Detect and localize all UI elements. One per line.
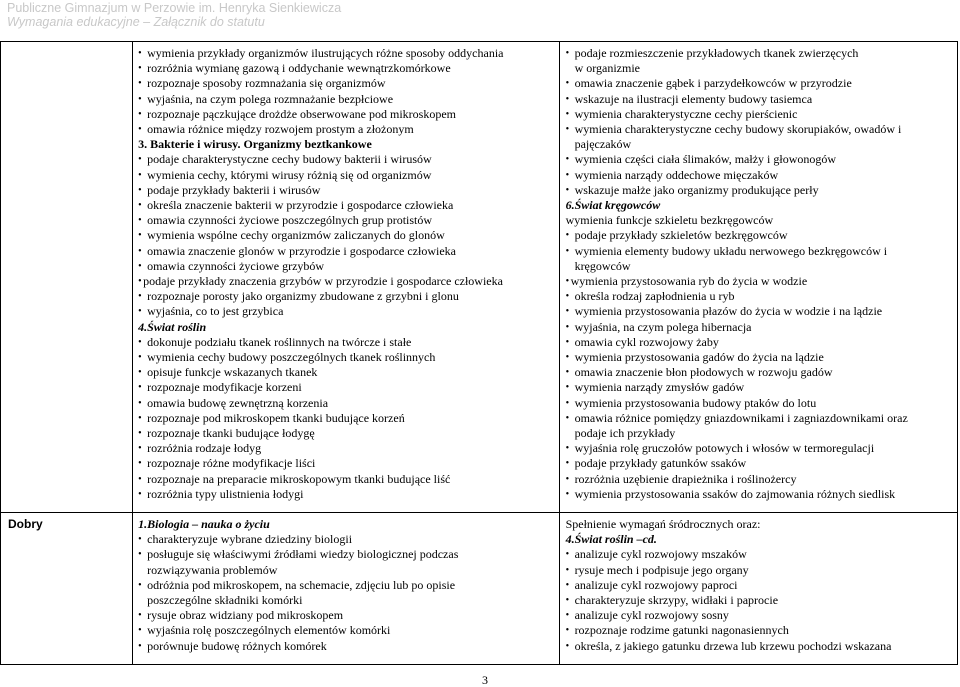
list-item: • dokonuje podziału tkanek roślinnych na twórcze i stałe — [138, 335, 558, 350]
list-item: • analizuje cykl rozwojowy mszaków — [566, 547, 957, 562]
requirements-list — [133, 513, 558, 654]
list-item: • podaje przykłady gatunków ssaków — [566, 456, 957, 471]
list-item: podaje ich przykłady — [574, 426, 676, 441]
list-item: • wymienia przystosowania ryb do życia w wodzie — [566, 274, 957, 289]
list-item: • określa, z jakiego gatunku drzewa lub krzewu pochodzi wskazana — [566, 639, 957, 654]
list-item: • posługuje się właściwymi źródłami wiedzy biologicznej podczas — [138, 547, 558, 562]
header-school-name: Publiczne Gimnazjum w Perzowie im. Henryka Sienkiewicza — [7, 1, 342, 15]
requirements-list — [133, 42, 558, 502]
list-item: • rysuje obraz widziany pod mikroskopem — [138, 608, 558, 623]
list-item: • wymienia przystosowania płazów do życia w wodzie i na lądzie — [566, 304, 957, 319]
list-item: • omawia znaczenie błon płodowych w rozwoju gadów — [566, 365, 957, 380]
list-item: • wymienia przystosowania budowy ptaków do lotu — [566, 396, 957, 411]
yearend-requirements-cell — [559, 513, 957, 665]
midyear-requirements-cell — [133, 513, 559, 665]
header-subtitle: Wymagania edukacyjne – Załącznik do statutu — [7, 15, 265, 29]
list-item: • rozpoznaje sposoby rozmnażania się organizmów — [138, 76, 558, 91]
grade-label — [1, 42, 132, 46]
list-item: • rozpoznaje rodzime gatunki nagonasiennych — [566, 623, 957, 638]
list-item: • wyjaśnia rolę poszczególnych elementów komórki — [138, 623, 558, 638]
list-item: • wymienia narządy oddechowe mięczaków — [566, 168, 957, 183]
grade-label: Dobry — [8, 517, 43, 531]
list-item: • rozpoznaje modyfikacje korzeni — [138, 380, 558, 395]
list-item: • wskazuje na ilustracji elementy budowy tasiemca — [566, 92, 957, 107]
list-item: • rozpoznaje pod mikroskopem tkanki budujące korzeń — [138, 411, 558, 426]
section-heading: 4.Świat roślin — [138, 319, 207, 334]
list-item: • wymienia elementy budowy układu nerwowego bezkręgowców i — [566, 244, 957, 259]
list-item: • określa rodzaj zapłodnienia u ryb — [566, 289, 957, 304]
list-item: • podaje rozmieszczenie przykładowych tkanek zwierzęcych — [566, 46, 957, 61]
list-item: • omawia znaczenie gąbek i parzydełkowców w przyrodzie — [566, 76, 957, 91]
list-item: • charakteryzuje wybrane dziedziny biologii — [138, 532, 558, 547]
list-item: Spełnienie wymagań śródrocznych oraz: — [565, 517, 761, 531]
list-item: • rozpoznaje pączkujące drożdże obserwowane pod mikroskopem — [138, 107, 558, 122]
list-item: • analizuje cykl rozwojowy sosny — [566, 608, 957, 623]
list-item: • wymienia charakterystyczne cechy budowy skorupiaków, owadów i — [566, 122, 957, 137]
section-heading: 1.Biologia – nauka o życiu — [138, 517, 270, 531]
list-item: • podaje przykłady znaczenia grzybów w przyrodzie i gospodarce człowieka — [138, 274, 558, 289]
list-item: • rozpoznaje różne modyfikacje liści — [138, 456, 558, 471]
section-heading: 3. Bakterie i wirusy. Organizmy beztkankowe — [138, 137, 372, 152]
list-item: • określa znaczenie bakterii w przyrodzie i gospodarce człowieka — [138, 198, 558, 213]
list-item: • analizuje cykl rozwojowy paproci — [566, 578, 957, 593]
list-item: pajęczaków — [574, 137, 632, 152]
list-item: poszczególne składniki komórki — [147, 593, 303, 608]
list-item: • wymienia charakterystyczne cechy pierścienic — [566, 107, 957, 122]
list-item: w organizmie — [574, 61, 640, 76]
list-item: • rysuje mech i podpisuje jego organy — [566, 563, 957, 578]
list-item: • wymienia części ciała ślimaków, małży i głowonogów — [566, 152, 957, 167]
section-heading: 4.Świat roślin –cd. — [565, 532, 657, 547]
midyear-requirements-cell — [133, 42, 559, 513]
list-item: • odróżnia pod mikroskopem, na schemacie, zdjęciu lub po opisie — [138, 578, 558, 593]
list-item: • rozróżnia typy ulistnienia łodygi — [138, 487, 558, 502]
list-item: • wyjaśnia, co to jest grzybica — [138, 304, 558, 319]
grade-cell — [1, 513, 133, 665]
list-item: • wymienia wspólne cechy organizmów zaliczanych do glonów — [138, 228, 558, 243]
list-item: • omawia budowę zewnętrzną korzenia — [138, 396, 558, 411]
list-item: • wymienia cechy budowy poszczególnych tkanek roślinnych — [138, 350, 558, 365]
list-item: • omawia czynności życiowe grzybów — [138, 259, 558, 274]
list-item: • rozróżnia uzębienie drapieżnika i roślinożercy — [566, 472, 957, 487]
list-item: wymienia funkcje szkieletu bezkręgowców — [565, 213, 774, 228]
list-item: • wyjaśnia, na czym polega hibernacja — [566, 320, 957, 335]
list-item: • rozpoznaje tkanki budujące łodygę — [138, 426, 558, 441]
list-item: • wymienia narządy zmysłów gadów — [566, 380, 957, 395]
table-row — [1, 42, 958, 513]
list-item: • rozpoznaje porosty jako organizmy zbudowane z grzybni i glonu — [138, 289, 558, 304]
list-item: • podaje przykłady bakterii i wirusów — [138, 183, 558, 198]
grade-cell — [1, 42, 133, 513]
table-row — [1, 513, 958, 665]
list-item: • podaje charakterystyczne cechy budowy bakterii i wirusów — [138, 152, 558, 167]
list-item: • wyjaśnia, na czym polega rozmnażanie bezpłciowe — [138, 92, 558, 107]
requirements-table — [0, 41, 958, 665]
list-item: • wymienia przystosowania gadów do życia na lądzie — [566, 350, 957, 365]
list-item: • omawia czynności życiowe poszczególnych grup protistów — [138, 213, 558, 228]
list-item: • wyjaśnia rolę gruczołów potowych i włosów w termoregulacji — [566, 441, 957, 456]
list-item: • wymienia cechy, którymi wirusy różnią się od organizmów — [138, 168, 558, 183]
page-number: 3 — [482, 673, 488, 687]
list-item: • omawia znaczenie glonów w przyrodzie i gospodarce człowieka — [138, 244, 558, 259]
list-item: • omawia różnice pomiędzy gniazdownikami i zagniazdownikami oraz — [566, 411, 957, 426]
list-item: • omawia cykl rozwojowy żaby — [566, 335, 957, 350]
list-item: • wymienia przykłady organizmów ilustrujących różne sposoby oddychania — [138, 46, 558, 61]
list-item: • podaje przykłady szkieletów bezkręgowców — [566, 228, 957, 243]
list-item: • opisuje funkcje wskazanych tkanek — [138, 365, 558, 380]
section-heading: 6.Świat kręgowców — [565, 198, 661, 213]
list-item: rozwiązywania problemów — [147, 562, 278, 577]
list-item: • wymienia przystosowania ssaków do zajmowania różnych siedlisk — [566, 487, 957, 502]
list-item: kręgowców — [574, 258, 631, 273]
yearend-requirements-cell — [559, 42, 957, 513]
list-item: • charakteryzuje skrzypy, widłaki i paprocie — [566, 593, 957, 608]
requirements-list — [560, 513, 957, 654]
list-item: • rozróżnia wymianę gazową i oddychanie wewnątrzkomórkowe — [138, 61, 558, 76]
list-item: • rozróżnia rodzaje łodyg — [138, 441, 558, 456]
list-item: • omawia różnice między rozwojem prostym a złożonym — [138, 122, 558, 137]
requirements-list — [560, 42, 957, 502]
list-item: • rozpoznaje na preparacie mikroskopowym tkanki budujące liść — [138, 472, 558, 487]
page-header — [7, 1, 341, 29]
list-item: • porównuje budowę różnych komórek — [138, 639, 558, 654]
list-item: • wskazuje małże jako organizmy produkujące perły — [566, 183, 957, 198]
